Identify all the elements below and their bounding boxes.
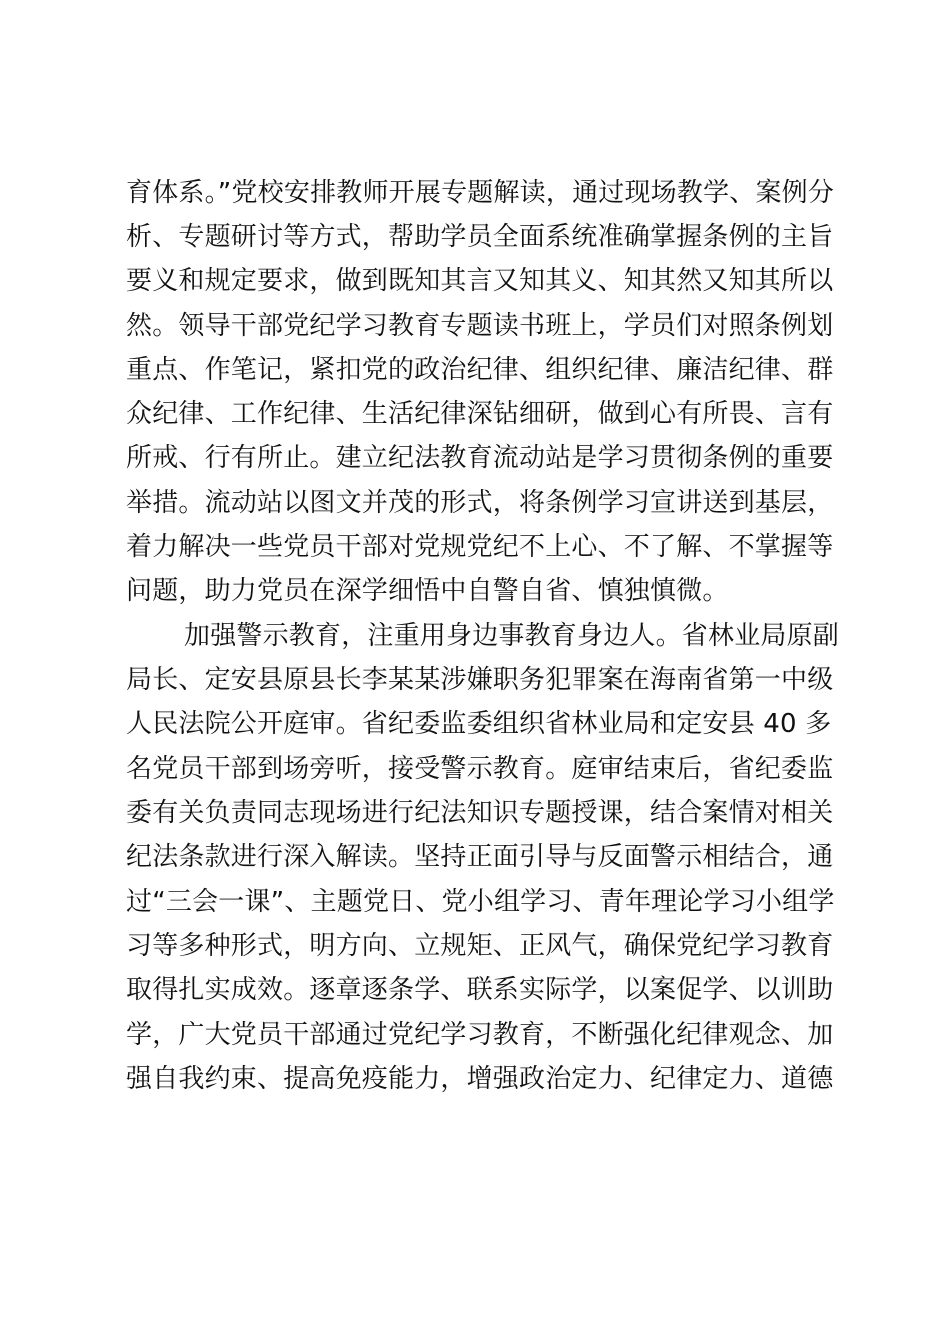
text-line: 取得扎实成效。逐章逐条学、联系实际学，以案促学、以训助 [126,975,834,1005]
text-line: 纪法条款进行深入解读。坚持正面引导与反面警示相结合，通 [126,842,834,872]
text-line: 所戒、行有所止。建立纪法教育流动站是学习贯彻条例的重要 [126,443,834,473]
text-line: 育体系。”党校安排教师开展专题解读，通过现场教学、案例分 [126,178,835,208]
text-line: 举措。流动站以图文并茂的形式，将条例学习宣讲送到基层， [126,488,834,518]
text-line: 名党员干部到场旁听，接受警示教育。庭审结束后，省纪委监 [126,754,834,784]
text-line: 然。领导干部党纪学习教育专题读书班上，学员们对照条例划 [126,311,834,341]
text-line: 人民法院公开庭审。省纪委监委组织省林业局和定安县 40 多 [126,709,832,739]
text-line: 学，广大党员干部通过党纪学习教育，不断强化纪律观念、加 [126,1020,834,1050]
text-line: 析、专题研讨等方式，帮助学员全面系统准确掌握条例的主旨 [126,222,834,252]
text-line: 着力解决一些党员干部对党规党纪不上心、不了解、不掌握等 [126,532,834,562]
text-line: 重点、作笔记，紧扣党的政治纪律、组织纪律、廉洁纪律、群 [126,355,834,385]
text-line: 强自我约束、提高免疫能力，增强政治定力、纪律定力、道德 [126,1064,834,1094]
text-line: 过“三会一课”、主题党日、党小组学习、青年理论学习小组学 [126,887,835,917]
text-line: 局长、定安县原县长李某某涉嫌职务犯罪案在海南省第一中级 [126,665,834,695]
text-line: 问题，助力党员在深学细悟中自警自省、慎独慎微。 [126,576,729,606]
text-line: 众纪律、工作纪律、生活纪律深钻细研，做到心有所畏、言有 [126,399,834,429]
text-line: 要义和规定要求，做到既知其言又知其义、知其然又知其所以 [126,266,834,296]
text-line: 委有关负责同志现场进行纪法知识专题授课，结合案情对相关 [126,798,834,828]
text-line: 习等多种形式，明方向、立规矩、正风气，确保党纪学习教育 [126,931,834,961]
paragraph-first-line: 加强警示教育，注重用身边事教育身边人。省林业局原副 [184,621,840,651]
